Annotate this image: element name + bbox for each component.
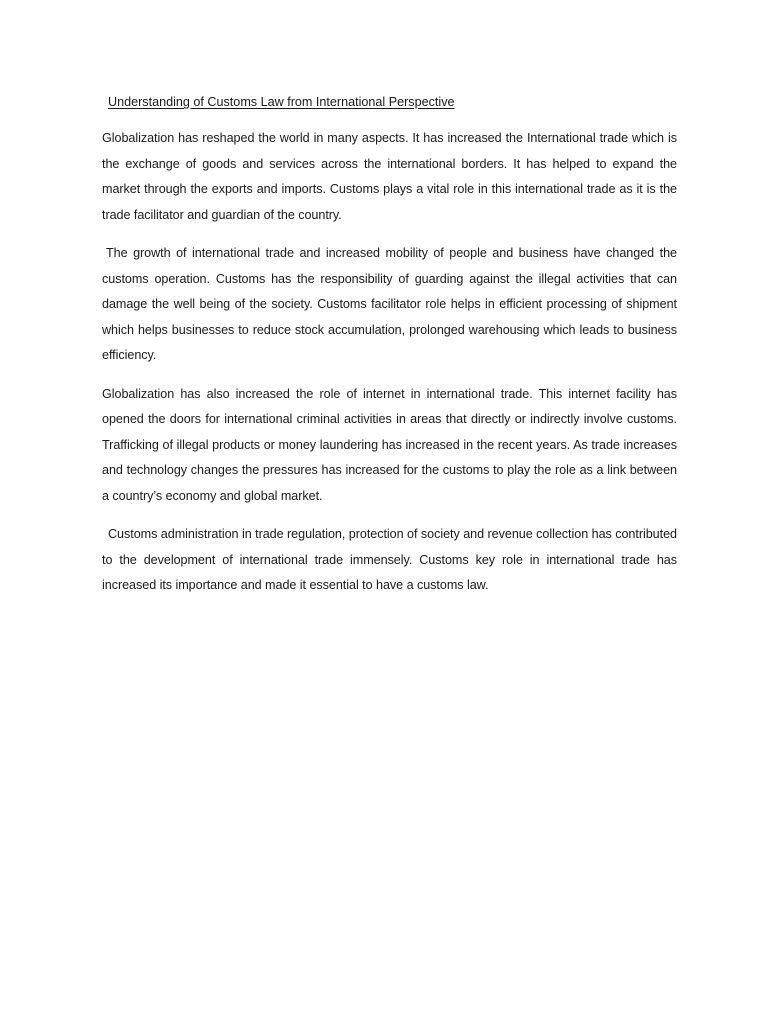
paragraph-customs-administration: Customs administration in trade regulation, protection of society and revenue collection has contributed to the development of international trade immensely. Customs key role in international trade has increased its importance and made it essential to have a customs law. bbox=[102, 527, 677, 592]
paragraph-growth-of-trade: The growth of international trade and increased mobility of people and business have changed the customs operation. Customs has the responsibility of guarding against the illegal activities that can damage the well being of the society. Customs facilitator role helps in efficient processing of shipment which helps businesses to reduce stock accumulation, prolonged warehousing which leads to business efficiency. bbox=[102, 246, 677, 362]
paragraph-internet-role: Globalization has also increased the role of internet in international trade. This internet facility has opened the doors for international criminal activities in areas that directly or indirectly involve customs. Trafficking of illegal products or money laundering has increased in the recent years. As trade increases and technology changes the pressures has increased for the customs to play the role as a link between a country’s economy and global market. bbox=[102, 386, 677, 503]
document-body bbox=[102, 92, 677, 612]
paragraph-globalization: Globalization has reshaped the world in many aspects. It has increased the International trade which is the exchange of goods and services across the international borders. It has helped to expand the market through the exports and imports. Customs plays a vital role in this international trade as it is the trade facilitator and guardian of the country. bbox=[102, 131, 677, 222]
document-title: Understanding of Customs Law from International Perspective bbox=[108, 95, 455, 109]
